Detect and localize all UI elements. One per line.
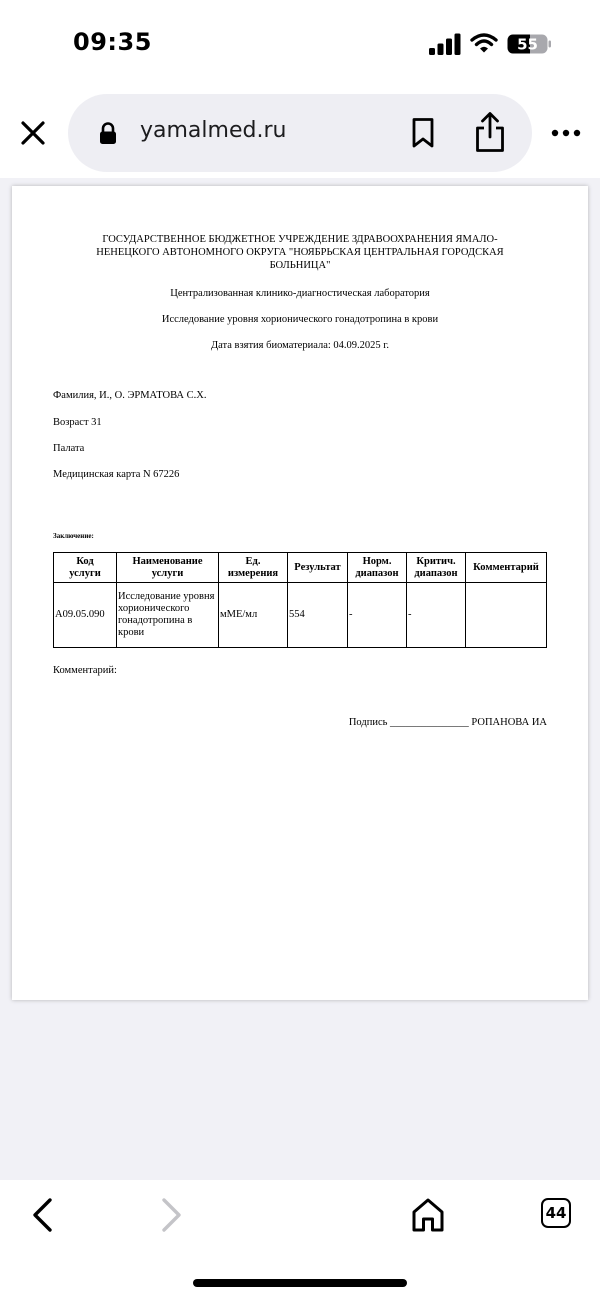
- header-service-name: Наименование услуги: [117, 553, 219, 583]
- table-header-row: [54, 553, 547, 583]
- header-result: Результат: [288, 553, 348, 583]
- close-icon[interactable]: [16, 116, 50, 150]
- cell-critical-range: -: [407, 583, 466, 648]
- table-row: [54, 583, 547, 648]
- header-comment: Комментарий: [466, 553, 547, 583]
- sample-date: Дата взятия биоматериала: 04.09.2025 г.: [210, 340, 390, 351]
- more-icon[interactable]: [551, 129, 581, 137]
- signer-name: РОПАНОВА ИА: [471, 717, 547, 728]
- url-text[interactable]: yamalmed.ru: [140, 118, 287, 143]
- patient-age: Возраст 31: [53, 417, 102, 428]
- medical-card-number: Медицинская карта N 67226: [53, 469, 180, 480]
- wifi-icon: [470, 32, 498, 54]
- conclusion-label: Заключение:: [53, 532, 94, 540]
- signature-block: [349, 717, 547, 728]
- forward-icon[interactable]: [158, 1196, 184, 1234]
- cell-unit: мМЕ/мл: [219, 583, 288, 648]
- header-unit: Ед. измерения: [219, 553, 288, 583]
- institution-title: ГОСУДАРСТВЕННОЕ БЮДЖЕТНОЕ УЧРЕЖДЕНИЕ ЗДРАВООХРАНЕНИЯ ЯМАЛО-НЕНЕЦКОГО АВТОНОМНОГО ОКРУГА "НОЯБРЬСКАЯ ЦЕНТРАЛЬНАЯ ГОРОДСКАЯ БОЛЬНИЦА": [96, 234, 504, 271]
- bookmark-icon[interactable]: [411, 117, 435, 149]
- status-time: 09:35: [73, 28, 152, 56]
- signal-icon: [428, 33, 462, 55]
- results-table: [53, 552, 547, 648]
- lab-name: Централизованная клинико-диагностическая лаборатория: [170, 288, 430, 299]
- cell-normal-range: -: [348, 583, 407, 648]
- study-name: Исследование уровня хорионического гонадотропина в крови: [161, 314, 439, 325]
- status-bar: [0, 0, 600, 90]
- cell-result: 554: [288, 583, 348, 648]
- signature-label: Подпись: [348, 717, 388, 728]
- header-code: Код услуги: [54, 553, 117, 583]
- share-icon[interactable]: [474, 111, 506, 153]
- cell-code: A09.05.090: [54, 583, 117, 648]
- patient-ward: Палата: [53, 443, 85, 454]
- battery-level: 55: [517, 35, 538, 54]
- cell-comment: [466, 583, 547, 648]
- lock-icon: [98, 121, 118, 145]
- back-icon[interactable]: [30, 1196, 56, 1234]
- header-normal-range: Норм. диапазон: [348, 553, 407, 583]
- home-indicator[interactable]: [193, 1279, 407, 1287]
- tabs-button[interactable]: 44: [541, 1198, 571, 1228]
- signature-line: _______________: [390, 717, 469, 728]
- header-critical-range: Критич. диапазон: [407, 553, 466, 583]
- patient-name: Фамилия, И., О. ЭРМАТОВА С.Х.: [53, 390, 207, 401]
- address-bar[interactable]: [68, 94, 532, 172]
- document-page: [12, 186, 588, 1000]
- home-icon[interactable]: [411, 1197, 445, 1233]
- battery-icon: [507, 34, 551, 54]
- comment-label: Комментарий:: [53, 665, 117, 676]
- cell-service-name: Исследование уровня хорионического гонадотропина в крови: [117, 583, 219, 648]
